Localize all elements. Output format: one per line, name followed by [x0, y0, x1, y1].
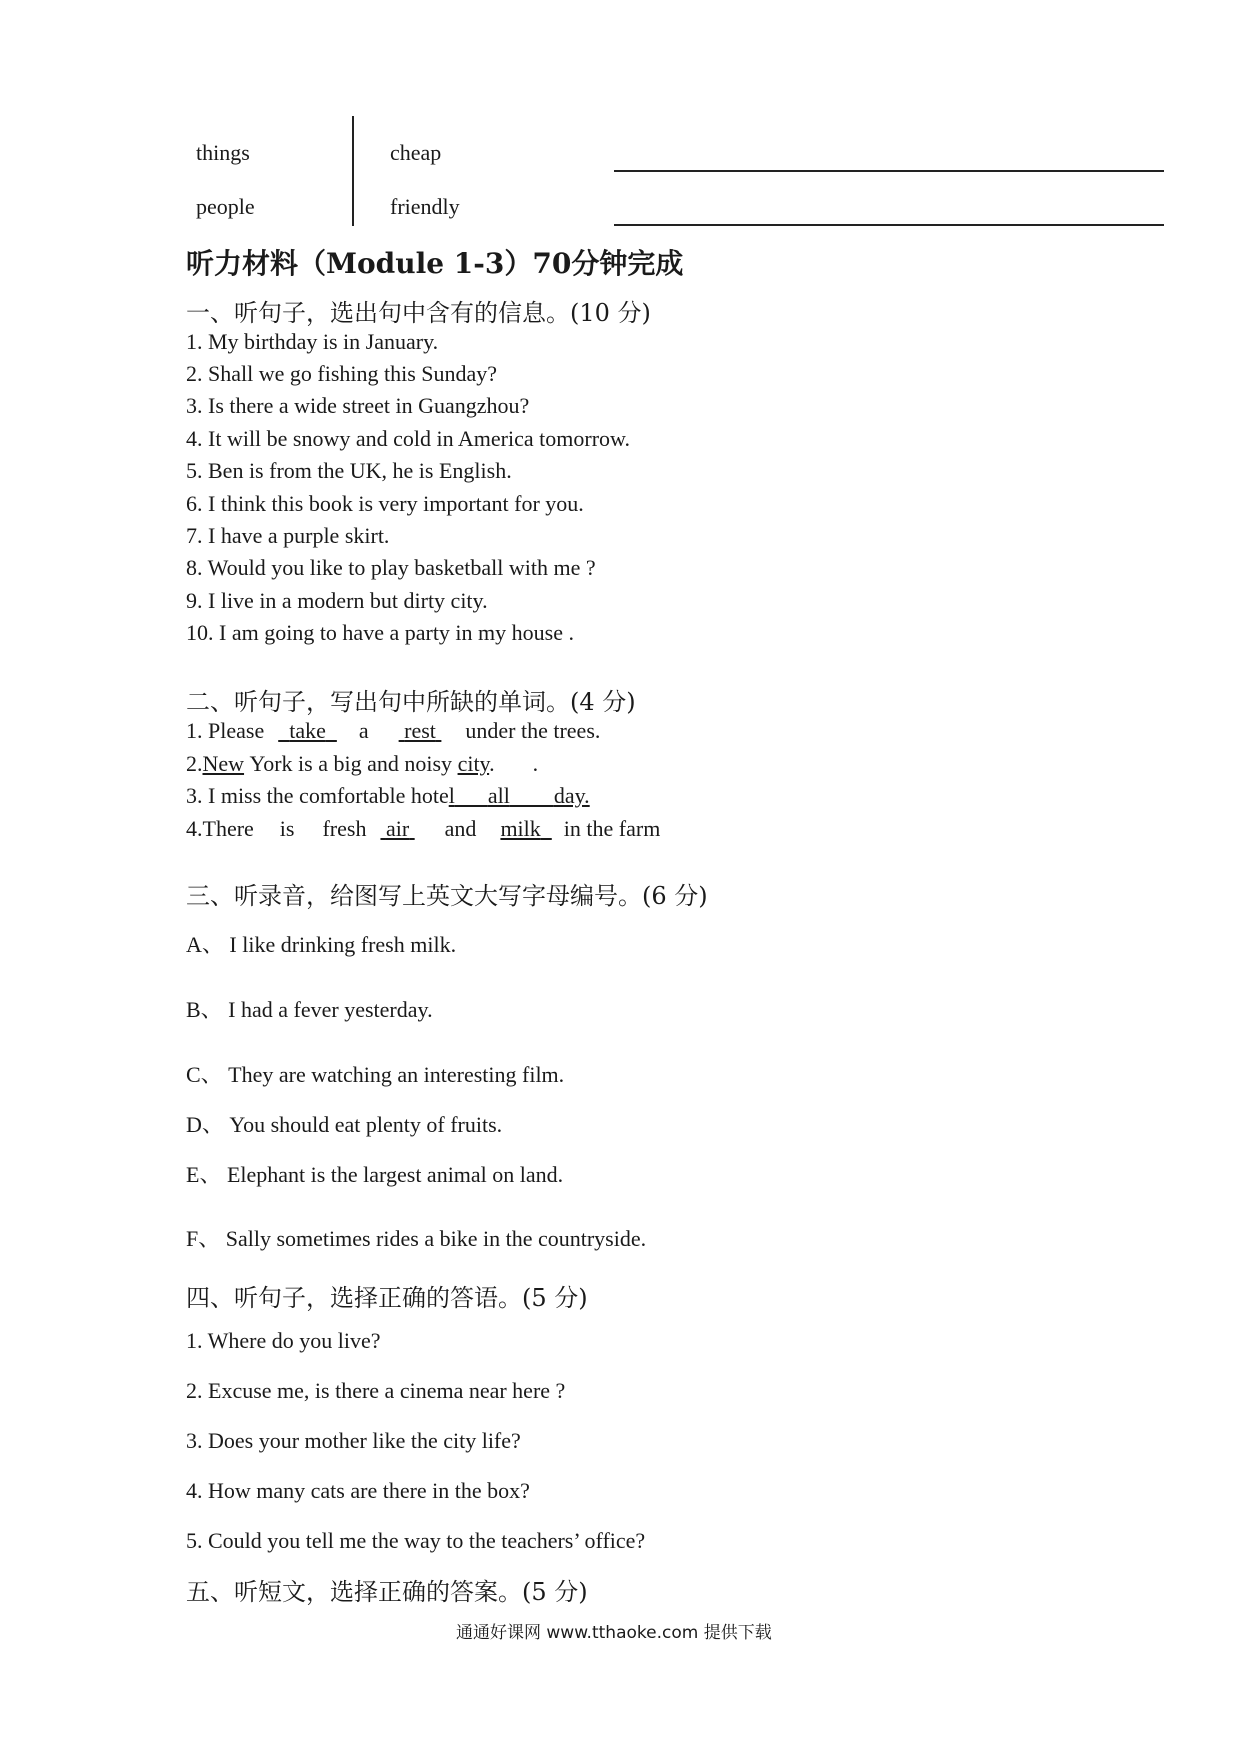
answer-word: New	[202, 751, 245, 776]
section1-item: 2. Shall we go fishing this Sunday?	[186, 361, 498, 386]
section1-item: 5. Ben is from the UK, he is English.	[186, 458, 512, 483]
section4-item: 5. Could you tell me the way to the teachers’ office?	[186, 1528, 646, 1553]
section4-item: 1. Where do you live?	[186, 1328, 381, 1353]
section4-item: 2. Excuse me, is there a cinema near here ?	[186, 1378, 566, 1403]
section3-item: F、 Sally sometimes rides a bike in the countryside.	[186, 1226, 647, 1251]
table-cell-things: things	[196, 140, 250, 165]
answer-word: rest	[404, 718, 436, 743]
table-cell-friendly: friendly	[390, 194, 460, 219]
section3-item: C、 They are watching an interesting film.	[186, 1062, 565, 1087]
section1-item: 1. My birthday is in January.	[186, 329, 439, 354]
section1-item: 9. I live in a modern but dirty city.	[186, 588, 488, 613]
section3-item: A、 I like drinking fresh milk.	[186, 932, 457, 957]
answer-word: milk	[500, 816, 541, 841]
text: in the farm	[563, 816, 661, 841]
text: a	[358, 718, 369, 743]
table-cell-people: people	[196, 194, 255, 219]
answer-word: city	[457, 751, 490, 776]
section5-heading: 五、听短文，选择正确的答案。(5 分)	[186, 1578, 588, 1606]
text: under the trees.	[465, 718, 601, 743]
section1-item: 7. I have a purple skirt.	[186, 523, 390, 548]
section2-heading: 二、听句子，写出句中所缺的单词。(4 分)	[186, 688, 636, 716]
answer-word: take	[289, 718, 326, 743]
answer-word: l all day.	[448, 783, 590, 808]
text: and	[444, 816, 477, 841]
answer-line-1	[614, 170, 1164, 172]
section4-item: 4. How many cats are there in the box?	[186, 1478, 530, 1503]
text: .	[489, 751, 495, 776]
section1-item: 10. I am going to have a party in my house .	[186, 620, 574, 645]
section1-heading: 一、听句子，选出句中含有的信息。(10 分)	[186, 299, 651, 327]
section4-heading: 四、听句子，选择正确的答语。(5 分)	[186, 1284, 588, 1312]
text: York is a big and noisy	[249, 751, 453, 776]
section1-item: 4. It will be snowy and cold in America tomorrow.	[186, 426, 630, 451]
section2-line-4	[186, 816, 660, 842]
section3-item: D、 You should eat plenty of fruits.	[186, 1112, 503, 1137]
table-divider	[352, 116, 354, 226]
section3-item: B、 I had a fever yesterday.	[186, 997, 433, 1022]
text: 3. I miss the comfortable hote	[186, 783, 449, 808]
text: is	[279, 816, 295, 841]
section2-line-2	[186, 751, 538, 777]
section3-item: E、 Elephant is the largest animal on land.	[186, 1162, 564, 1187]
section1-item: 8. Would you like to play basketball with me ?	[186, 555, 596, 580]
page-footer: 通通好课网 www.tthaoke.com 提供下载	[456, 1623, 772, 1643]
text: fresh	[322, 816, 367, 841]
table-cell-cheap: cheap	[390, 140, 442, 165]
section1-item: 6. I think this book is very important for you.	[186, 491, 584, 516]
answer-line-2	[614, 224, 1164, 226]
answer-word: air	[385, 816, 410, 841]
section2-line-1	[186, 718, 600, 744]
section2-line-3	[186, 783, 590, 809]
section3-heading: 三、听录音，给图写上英文大写字母编号。(6 分)	[186, 882, 708, 910]
text: .	[532, 751, 539, 776]
page-title: 听力材料（Module 1-3）70分钟完成	[186, 247, 684, 280]
text: 2.	[186, 751, 203, 776]
text: 4.There	[186, 816, 254, 841]
text: 1. Please	[186, 718, 265, 743]
section4-item: 3. Does your mother like the city life?	[186, 1428, 521, 1453]
section1-item: 3. Is there a wide street in Guangzhou?	[186, 393, 530, 418]
